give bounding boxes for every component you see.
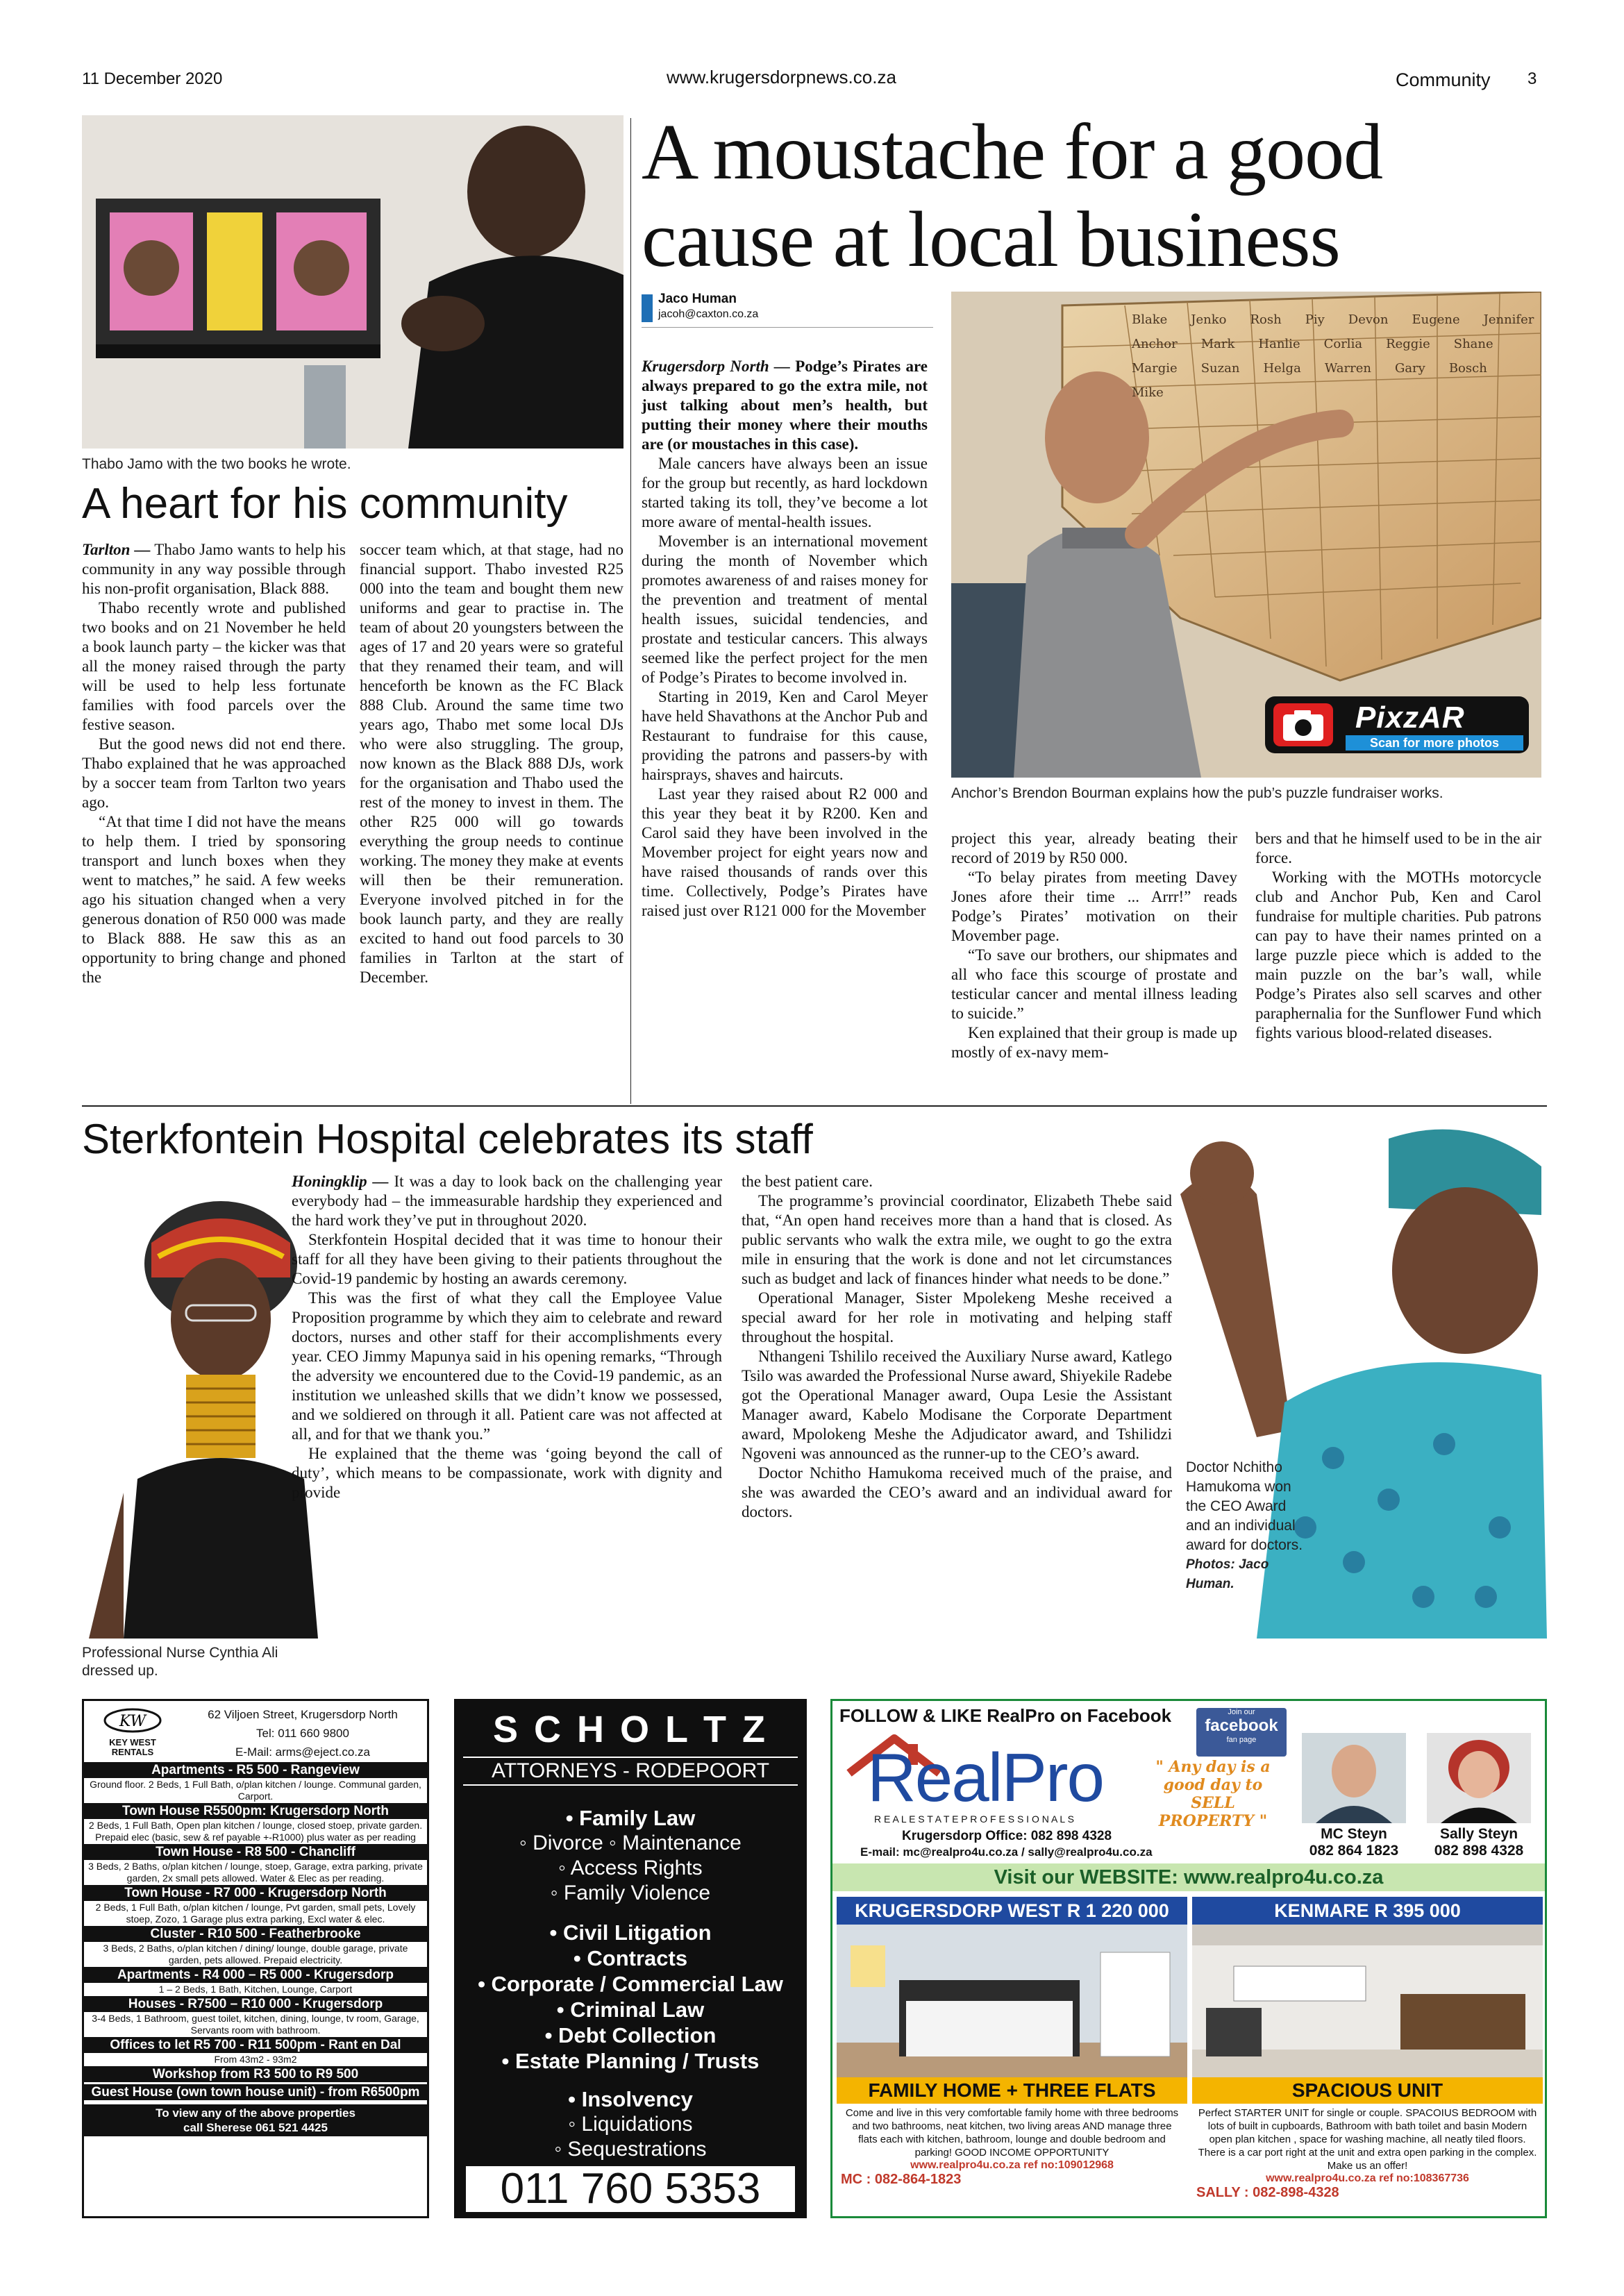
keywest-listing-desc: Ground floor. 2 Beds, 1 Full Bath, o/plan kitchen / lounge. Communal garden, Carport.: [90, 1779, 421, 1802]
realpro-listing-2[interactable]: [1192, 1897, 1543, 2213]
scholtz-service: ◦ Family Violence: [550, 1882, 711, 1904]
sterkfontein-col2-p2: The programme’s provincial coordinator, Elizabeth Thebe said that, “An open hand receives more than a hand that is closed. As public servants who walk the extra mile, we ought to go the extra mile in ensuring that the work is done and not let circumstances such as budget and lack of finances hinder what needs to be done.”: [742, 1192, 1172, 1287]
heart-col1-p2: Thabo recently wrote and published two books and on 21 November he held a book launch party – the kicker was that all the money raised through the party will be used to help less fortunate families with food parcels over the festive season.: [82, 599, 346, 733]
realpro-website-banner[interactable]: Visit our WEBSITE: www.realpro4u.co.za: [832, 1863, 1545, 1891]
scholtz-group-family: [456, 1805, 805, 1906]
story-divider: [82, 1105, 1547, 1107]
keywest-listing-desc: 3 Beds, 2 Baths, o/plan kitchen / lounge, stoep, Garage, extra parking, private garden, 2x small pets allowed. Water & Elec as per reading.: [88, 1861, 423, 1884]
scholtz-service: ◦ Sequestrations: [554, 2138, 707, 2161]
keywest-listing-title: Apartments - R4 000 – R5 000 - Krugersdorp: [84, 1967, 427, 1983]
realpro-emails[interactable]: E-mail: mc@realpro4u.co.za / sally@realpro4u.co.za: [860, 1845, 1153, 1859]
moustache-col1-p4: Last year they raised about R2 000 and this year they beat it by R200. Ken and Carol said they have been involved in the Movember project for eight years now and have raised thousands of rands over this time. Collectively, Podge’s Pirates have raised just over R121 000 for the Movember: [642, 785, 928, 919]
agent2-avatar: [1427, 1733, 1531, 1823]
keywest-footer: [84, 2104, 427, 2136]
column-divider-top: [630, 118, 631, 1104]
puzzle-name: Margie: [1132, 361, 1178, 376]
agent1-photo: [1302, 1733, 1406, 1823]
agent1-name: MC Steyn: [1321, 1826, 1387, 1842]
brendon-puzzle-photo: [951, 292, 1541, 778]
sterkfontein-col1-p3: This was the first of what they call the Employee Value Proposition programme by which they aim to celebrate and reward doctors, nurses and other staff for their accomplishments every year. CEO Jimmy Mapunya said in his opening remarks, “Through the adversity we encountered due to the Covid-19 pandemic, as an institution we unleashed skills that we didn’t know we possessed, and we soldiered on through it all. Patient care was not affected at all, and for that we thank you.”: [292, 1289, 722, 1443]
keywest-listing-desc: From 43m2 - 93m2: [214, 2054, 297, 2065]
heart-column-1: [82, 540, 346, 987]
pixzar-badge[interactable]: [1265, 696, 1529, 753]
moustache-col2-p1: project this year, already beating their record of 2019 by R50 000.: [951, 830, 1237, 866]
section-name: Community: [1396, 69, 1491, 90]
camera-icon: [1273, 703, 1333, 746]
agent2-photo: [1427, 1733, 1531, 1823]
keywest-listing-desc: 2 Beds, 1 Full Bath, o/plan kitchen / lounge, Pvt garden, small pets, Lovely stoep, Zozo, 1 Garage plus extra parking, Excl water & elec.: [95, 1902, 416, 1925]
keywest-listing-title: Town House - R7 000 - Krugersdorp North: [84, 1885, 427, 1901]
keywest-email[interactable]: E-Mail: arms@eject.co.za: [235, 1745, 370, 1759]
byline: [642, 292, 933, 328]
agent2-phone[interactable]: 082 898 4328: [1434, 1843, 1524, 1859]
sterkfontein-headline: Sterkfontein Hospital celebrates its staff: [82, 1116, 813, 1162]
bedroom-illustration: [837, 1925, 1187, 2077]
moustache-col2-p3: “To save our brothers, our shipmates and all who face this scourge of prostate and testicular cancer and mental illness leading to suicide.”: [951, 946, 1237, 1022]
scholtz-group-litigation: [456, 1920, 805, 2074]
keywest-ad[interactable]: [82, 1699, 429, 2218]
sterkfontein-column-1: [292, 1172, 722, 1502]
sterkfontein-col2-p5: Doctor Nchitho Hamukoma received much of the praise, and she was awarded the CEO’s award and an individual award for doctors.: [742, 1464, 1172, 1520]
moustache-headline: [642, 108, 1382, 283]
sterkfontein-col1-p2: Sterkfontein Hospital decided that it was time to honour their staff for all they have been giving to their patients throughout the Covid-19 pandemic by hosting an awards ceremony.: [292, 1231, 722, 1287]
photo-credit: Photos: Jaco Human.: [1186, 1557, 1269, 1591]
puzzle-name: Warren: [1324, 361, 1371, 376]
scholtz-service: • Civil Litigation: [549, 1920, 712, 1945]
moustache-col3-p1: bers and that he himself used to be in the air force.: [1255, 830, 1541, 866]
moustache-headline-line1: A moustache for a good: [642, 108, 1383, 196]
listing1-title: KRUGERSDORP WEST R 1 220 000: [837, 1897, 1187, 1925]
realpro-follow[interactable]: FOLLOW & LIKE RealPro on Facebook: [839, 1705, 1172, 1726]
scholtz-service: • Contracts: [573, 1946, 688, 1970]
thabo-photo-illustration: [82, 115, 623, 449]
heart-col2-p1: soccer team which, at that stage, had no financial support. Thabo invested R25 000 into the team and bought them new uniforms and gear to practise in. The team of about 20 youngsters between the ages of 17 and 20 years were so grateful that they renamed their team, and will henceforth be known as the FC Black 888 Club. Around the same time two years ago, Thabo met some local DJs who were also struggling. The group, now known as the Black 888 DJs, work for the organisation and Thabo used the rest of the money to invest in them. The other R25 000 will go towards everything the group needs to continue working. The money they make at events will then be their remuneration. Everyone involved pitched in for the book launch party, and they are really excited to hand out food parcels to 30 families in Tarlton at the start of December.: [360, 541, 623, 986]
moustache-column-2: [951, 829, 1237, 1062]
keywest-address-line: 62 Viljoen Street, Krugersdorp North: [208, 1708, 398, 1721]
facebook-icon: facebook: [1205, 1716, 1278, 1735]
sterkfontein-column-2: [742, 1172, 1172, 1522]
moustache-col2-p4: Ken explained that their group is made up mostly of ex-navy mem-: [951, 1024, 1237, 1061]
moustache-column-3: [1255, 829, 1541, 1043]
realpro-logo-sub: R E A L E S T A T E P R O F E S S I O N A L S: [874, 1813, 1074, 1825]
page-date: 11 December 2020: [82, 69, 223, 88]
heart-col1-p3: But the good news did not end there. Thabo explained that he was approached by a soccer team from Tarlton two years ago.: [82, 735, 346, 811]
scholtz-service: ◦ Liquidations: [568, 2113, 693, 2136]
keywest-footer-line2[interactable]: call Sherese 061 521 4425: [183, 2121, 328, 2134]
agent1-phone[interactable]: 082 864 1823: [1309, 1843, 1399, 1859]
sterkfontein-col1-p1: It was a day to look back on the challenging year everybody had – the immeasurable hardship they experienced and the hard work they’ve put in throughout 2020.: [292, 1173, 723, 1229]
puzzle-name: Blake: [1132, 312, 1168, 327]
scholtz-ad[interactable]: [454, 1699, 807, 2218]
keywest-logo: [91, 1707, 174, 1755]
keywest-listing-title: Town House - R8 500 - Chancliff: [84, 1844, 427, 1860]
realpro-ad[interactable]: [830, 1699, 1547, 2218]
puzzle-name: Piy: [1305, 312, 1325, 327]
moustache-col2-p2: “To belay pirates from meeting Davey Jones afore their time ... Arrr!” reads Podge’s Pirates’ motivation on their Movember page.: [951, 869, 1237, 944]
agent1-avatar: [1302, 1733, 1406, 1823]
scholtz-group-insolvency: [456, 2086, 805, 2162]
keywest-listing-title: Apartments - R5 500 - Rangeview: [84, 1762, 427, 1778]
keywest-footer-line1: To view any of the above properties: [156, 2106, 355, 2120]
nchitho-caption: [1186, 1458, 1304, 1594]
svg-text:KW: KW: [119, 1713, 147, 1730]
cynthia-caption: Professional Nurse Cynthia Ali dressed up.: [82, 1645, 278, 1679]
scholtz-service: ◦ Divorce ◦ Maintenance: [519, 1832, 742, 1854]
moustache-dateline: Krugersdorp North —: [642, 358, 790, 375]
facebook-join: Join our: [1228, 1708, 1255, 1716]
author-name: Jaco Human: [658, 292, 737, 306]
moustache-intro: Podge’s Pirates are always prepared to go the extra mile, not just talking about men’s health, but putting their money where their mouths are (or moustaches in this case).: [642, 358, 928, 453]
scholtz-service: • Debt Collection: [544, 2023, 717, 2047]
listing1-ref[interactable]: www.realpro4u.co.za ref no:109012968: [910, 2159, 1114, 2171]
puzzle-name: Eugene: [1412, 312, 1460, 327]
puzzle-name: Gary: [1394, 361, 1425, 376]
moustache-col3-p2: Working with the MOTHs motorcycle club and Anchor Pub, Ken and Carol fundraise for multiple charities. Pub patrons can pay to have their names printed on a large puzzle piece which is added to the main puzzle on the bar’s wall, while Podge’s Pirates also sell scarves and other paraphernalia for the Sunflower Fund which fights various blood-related diseases.: [1255, 869, 1541, 1041]
puzzle-name: Bosch: [1448, 361, 1487, 376]
keywest-listing-desc: 3-4 Beds, 1 Bathroom, guest toilet, kitchen, dining, lounge, tv room, Garage, Servants room with bathroom.: [92, 2013, 419, 2036]
heart-dateline: Tarlton —: [82, 541, 151, 558]
scholtz-phone[interactable]: 011 760 5353: [466, 2166, 795, 2212]
puzzle-name: Suzan: [1200, 361, 1240, 376]
thabo-photo-caption: Thabo Jamo with the two books he wrote.: [82, 456, 351, 472]
moustache-column-1: [642, 357, 928, 921]
thabo-photo: [82, 115, 623, 449]
facebook-badge[interactable]: [1196, 1708, 1287, 1757]
moustache-col1-p2: Movember is an international movement during the month of November which promotes awareness of and raises money for the prevention and treatment of mental health issues, suicidal tendencies, and prostate and testicular cancers. This always seemed like the perfect project for the men of Podge’s Pirates to become involved in.: [642, 533, 928, 686]
puzzle-name: Jennifer: [1483, 312, 1534, 327]
sterkfontein-col2-p1: the best patient care.: [742, 1173, 873, 1190]
nchitho-caption-text: Doctor Nchitho Hamukoma won the CEO Award and an individual award for doctors.: [1186, 1459, 1303, 1553]
puzzle-photo-caption: Anchor’s Brendon Bourman explains how the pub’s puzzle fundraiser works.: [951, 785, 1443, 801]
listing1-photo: [837, 1925, 1187, 2077]
author-email[interactable]: jacoh@caxton.co.za: [658, 308, 759, 320]
pixzar-logo: PixzAR: [1355, 701, 1465, 735]
realpro-office[interactable]: Krugersdorp Office: 082 898 4328: [902, 1829, 1112, 1843]
facebook-fanpage: fan page: [1226, 1736, 1257, 1744]
moustache-headline-line2: cause at local business: [642, 195, 1340, 283]
scholtz-service: ◦ Access Rights: [558, 1857, 703, 1879]
puzzle-names: [1132, 312, 1534, 618]
keywest-listing-title: Town House R5500pm: Krugersdorp North: [84, 1803, 427, 1819]
listing2-title: KENMARE R 395 000: [1192, 1897, 1543, 1925]
heart-column-2: [360, 540, 623, 987]
sterkfontein-col2-p4: Nthangeni Tshililo received the Auxiliary Nurse award, Katlego Tsilo was awarded the Professional Nurse award, Shiyekile Radebe got the Operational Manager award, Oupa Lesie the Assistant Manager award, Kabelo Modisane the Corporate Department award, Mpolokeng Meshe the Adjudicator award, and Tshilidzi Ngoveni was announced as the runner-up to the CEO’s award.: [742, 1348, 1172, 1462]
listing2-desc: Perfect STARTER UNIT for single or couple. SPACOIUS BEDROOM with lots of built in cupboards, Bathroom with bath toilet and basin Modern open plan kitchen , space for washing machine, all neatly tiled floors. There is a car port right at the unit and extra open parking in the complex. Make us an offer!: [1198, 2107, 1537, 2172]
kitchen-illustration: [1192, 1925, 1543, 2077]
listing2-ref[interactable]: www.realpro4u.co.za ref no:108367736: [1266, 2172, 1469, 2184]
puzzle-name: Anchor: [1132, 337, 1178, 351]
scholtz-service: • Insolvency: [568, 2087, 693, 2111]
moustache-col1-p1: Male cancers have always been an issue for the group but recently, as hard lockdown started taking its toll, they’ve become a lot more aware of mental-health issues.: [642, 455, 928, 530]
puzzle-name: Shane: [1453, 337, 1493, 351]
moustache-col1-p3: Starting in 2019, Ken and Carol Meyer have held Shavathons at the Anchor Pub and Restaurant to fundraise for this cause, providing the patrons and passers-by with hairsprays, shaves and haircuts.: [642, 688, 928, 783]
keywest-address: [181, 1705, 424, 1761]
pixzar-cta: Scan for more photos: [1346, 735, 1523, 751]
keywest-listing-title: Offices to let R5 700 - R11 500pm - Rant en Dal: [84, 2037, 427, 2053]
keywest-logo-icon: [101, 1707, 164, 1734]
keywest-listing-title: Guest House (own town house unit) - from R6500pm: [84, 2084, 427, 2100]
puzzle-name: Reggie: [1386, 337, 1430, 351]
keywest-listing-desc: 1 – 2 Beds, 1 Bath, Kitchen, Lounge, Carport: [158, 1984, 353, 1995]
website-url[interactable]: www.krugersdorpnews.co.za: [667, 67, 896, 87]
realpro-logo: RealPro: [867, 1739, 1104, 1816]
scholtz-name: S C H O L T Z: [492, 1709, 768, 1750]
keywest-listing-title: Cluster - R10 500 - Featherbrooke: [84, 1926, 427, 1942]
scholtz-service: • Family Law: [565, 1806, 696, 1830]
listing2-contact[interactable]: SALLY : 082-898-4328: [1196, 2185, 1339, 2200]
puzzle-name: Rosh: [1250, 312, 1282, 327]
byline-marker: [642, 294, 653, 322]
puzzle-name: Jenko: [1191, 312, 1227, 327]
puzzle-name: Helga: [1263, 361, 1301, 376]
sterkfontein-col2-p3: Operational Manager, Sister Mpolekeng Meshe received a special award for her role in motivating and helping staff throughout the hospital.: [742, 1289, 1172, 1346]
heart-col1-p4: “At that time I did not have the means to help them. I tried by sponsoring transport and lunch boxes when they went to matches,” he said. A few weeks ago his situation changed when a very generous donation of R50 000 was made to Black 888. He saw this as an opportunity to bring change and phoned the: [82, 813, 346, 986]
listing2-photo: [1192, 1925, 1543, 2077]
puzzle-name: Corlia: [1323, 337, 1363, 351]
heart-headline: A heart for his community: [82, 480, 568, 528]
keywest-listing-desc: 3 Beds, 2 Baths, o/plan kitchen / dining/ lounge, double garage, private garden, pets allowed. Prepaid electricity.: [103, 1943, 408, 1966]
sterkfontein-col1-p4: He explained that the theme was ‘going beyond the call of duty’, which means to be compassionate, work with dignity and provide: [292, 1445, 722, 1501]
realpro-slogan: " Any day is a good day to SELL PROPERTY ": [1155, 1758, 1271, 1830]
listing1-subtitle: FAMILY HOME + THREE FLATS: [837, 2077, 1187, 2104]
scholtz-subtitle: ATTORNEYS - RODEPOORT: [463, 1757, 798, 1786]
puzzle-name: Devon: [1348, 312, 1389, 327]
agent2-name: Sally Steyn: [1439, 1826, 1518, 1842]
scholtz-service: • Corporate / Commercial Law: [478, 1972, 783, 1996]
camera-glyph: [1273, 703, 1333, 746]
keywest-listing-desc: 2 Beds, 1 Full Bath, Open plan kitchen / lounge, closed stoep, private garden. Prepaid elec (basic, sew & ref payable +-R1000) plus water as per reading: [88, 1820, 423, 1843]
puzzle-name: Mark: [1200, 337, 1235, 351]
keywest-listing-title: Houses - R7500 – R10 000 - Krugersdorp: [84, 1996, 427, 2012]
listing1-contact[interactable]: MC : 082-864-1823: [841, 2172, 962, 2187]
realpro-listing-1[interactable]: [837, 1897, 1187, 2213]
heart-col1-p1: Thabo Jamo wants to help his community in any way possible through his non-profit organisation, Black 888.: [82, 541, 346, 597]
puzzle-name: Hanlie: [1258, 337, 1300, 351]
page-number: 3: [1527, 69, 1537, 88]
listing1-desc: Come and live in this very comfortable family home with three bedrooms and two bathrooms, neat kitchen, two living areas AND manage three flats each with kitchen, bathroom, lounge and double bedroom and parking! GOOD INCOME OPPORTUNITY: [845, 2107, 1179, 2159]
puzzle-name: Mike: [1132, 385, 1164, 400]
listing2-subtitle: SPACIOUS UNIT: [1192, 2077, 1543, 2104]
scholtz-service: • Estate Planning / Trusts: [501, 2049, 760, 2073]
keywest-logo-text: KEY WEST RENTALS: [109, 1737, 156, 1757]
sterkfontein-dateline: Honingklip —: [292, 1173, 389, 1190]
keywest-tel[interactable]: Tel: 011 660 9800: [256, 1727, 349, 1740]
keywest-listing-title: Workshop from R3 500 to R9 500: [84, 2066, 427, 2082]
keywest-listings: [84, 1762, 427, 2136]
scholtz-service: • Criminal Law: [556, 1997, 705, 2022]
